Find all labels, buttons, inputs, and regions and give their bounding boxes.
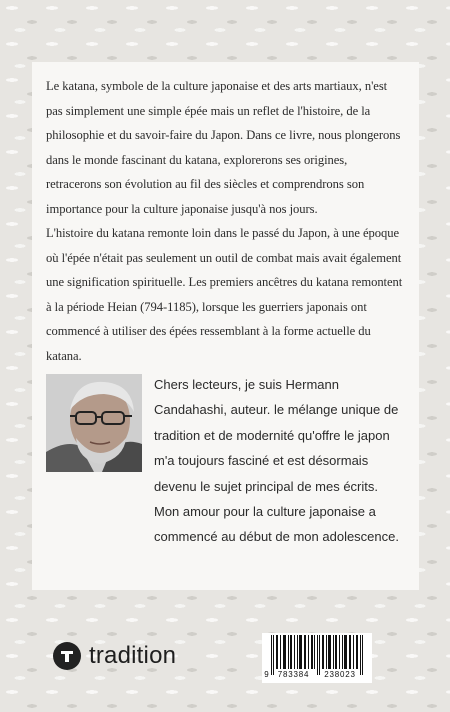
publisher-logo: [53, 642, 176, 670]
author-section: [46, 372, 405, 550]
synopsis-paragraph-2: L'histoire du katana remonte loin dans le passé du Japon, à une époque où l'épée n'était pas seulement un outil de combat mais avait également une signification spirituelle. Les premiers ancêtres du katana remontent à la période Heian (794-1185), lorsque les guerriers japonais ont commencé à utiliser des épées ressemblant à la forme actuelle du katana.: [46, 226, 403, 363]
author-bio: Chers lecteurs, je suis Hermann Candahashi, auteur. le mélange unique de tradition et de modernité qu'offre le japon m'a toujours fasciné et est désormais devenu le sujet principal de mes écrits. Mon amour pour la culture japonaise a commencé au début de mon adolescence.: [154, 377, 399, 545]
synopsis-paragraph-1: Le katana, symbole de la culture japonaise et des arts martiaux, n'est pas simplement une simple épée mais un reflet de l'histoire, de la philosophie et du savoir-faire du Japon. Dans ce livre, nous plongerons dans le monde fascinant du katana, explorerons ses origines, retracerons son évolution au fil des siècles et comprendrons son importance pour la culture japonaise jusqu'à nos jours.: [46, 79, 401, 216]
publisher-name: tradition: [89, 642, 177, 669]
isbn-number: [262, 670, 372, 679]
isbn-lead-digit: 9: [264, 670, 269, 679]
isbn-group-2: 238023: [324, 670, 356, 679]
back-cover-text-panel: [32, 62, 419, 590]
author-photo: [46, 374, 142, 472]
tradition-logo-icon: [53, 642, 81, 670]
isbn-barcode: [262, 633, 372, 683]
isbn-group-1: 783384: [277, 670, 310, 679]
